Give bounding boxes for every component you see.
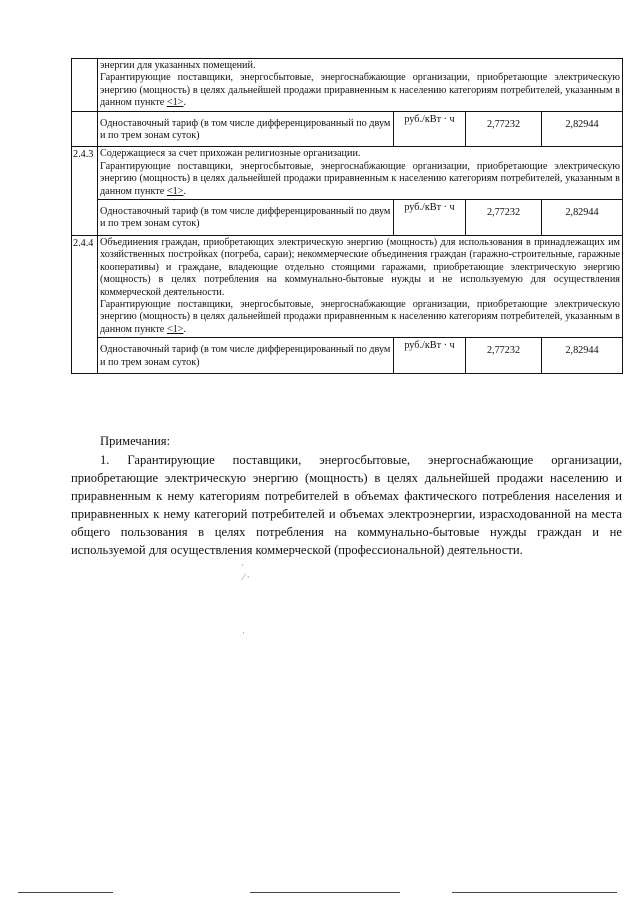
scan-mark: ·	[242, 628, 245, 638]
tariff-unit: руб./кВт · ч	[394, 111, 466, 147]
table-row-text	[72, 147, 623, 200]
row-heading: Объединения граждан, приобретающих электрическую энергию (мощность) для использования в принадлежащих им хозяйственных постройках (погреба, сараи); некоммерческие объединения граждан (гаражно-строительные, гаражные кооперативы) и граждане, владеющие отдельно стоящими гаражами, приобретающие электрическую энергию (мощность) в целях потребления на коммунально-бытовые нужды и не используемую для осуществления коммерческой деятельности.	[100, 236, 620, 298]
tariff-value-1: 2,77232	[466, 200, 542, 236]
scan-mark: ⁄ ·	[243, 572, 250, 582]
row-number-empty	[72, 111, 98, 147]
tariff-unit: руб./кВт · ч	[394, 200, 466, 236]
scan-mark: ·	[241, 560, 244, 570]
row-description	[98, 59, 623, 112]
scan-edge-line	[18, 892, 113, 893]
table-row-text	[72, 59, 623, 112]
table-row-text	[72, 235, 623, 337]
row-description	[98, 235, 623, 337]
tariff-value-2: 2,82944	[542, 111, 623, 147]
footnote-ref-link[interactable]: <1>	[166, 323, 184, 335]
note-item-1: 1. Гарантирующие поставщики, энергосбытовые, энергоснабжающие организации, приобретающие электрическую энергию (мощность) в целях дальнейшей продажи населению и приравненным к нему категориям потребителей в объемах фактического потребления населения и приравненных к нему категорий потребителей и объемах электроэнергии, израсходованной на места общего пользования в целях потребления на коммунально-бытовые нужды граждан и не используемой для осуществления коммерческой (профессиональной) деятельности.	[71, 453, 622, 557]
tariff-value-2: 2,82944	[542, 200, 623, 236]
tariff-label: Одноставочный тариф (в том числе дифференцированный по двум и по трем зонам суток)	[98, 111, 394, 147]
tariff-value-1: 2,77232	[466, 111, 542, 147]
row-number: 2.4.4	[72, 235, 98, 373]
row-description	[98, 147, 623, 200]
scan-edge-line	[250, 892, 400, 893]
table-row-tariff	[72, 338, 623, 374]
row-supplier-text: Гарантирующие поставщики, энергосбытовые, энергоснабжающие организации, приобретающие электрическую энергию (мощность) в целях дальнейшей продажи приравненным к населению категориям потребителей, указанным в данном пункте <1>.	[100, 72, 620, 109]
scan-edge-line	[452, 892, 617, 893]
tariff-label: Одноставочный тариф (в том числе дифференцированный по двум и по трем зонам суток)	[98, 200, 394, 236]
row-supplier-text: Гарантирующие поставщики, энергосбытовые, энергоснабжающие организации, приобретающие электрическую энергию (мощность) в целях дальнейшей продажи приравненным к населению категориям потребителей, указанным в данном пункте <1>.	[100, 298, 620, 335]
footnote-ref-link[interactable]: <1>	[166, 185, 184, 197]
notes-section	[71, 432, 622, 559]
row-heading: энергии для указанных помещений.	[100, 60, 256, 71]
tariff-table	[71, 58, 623, 374]
table-row-tariff	[72, 111, 623, 147]
tariff-value-1: 2,77232	[466, 338, 542, 374]
tariff-value-2: 2,82944	[542, 338, 623, 374]
row-heading: Содержащиеся за счет прихожан религиозные организации.	[100, 148, 361, 160]
row-number	[72, 59, 98, 112]
tariff-unit: руб./кВт · ч	[394, 338, 466, 374]
tariff-label: Одноставочный тариф (в том числе дифференцированный по двум и по трем зонам суток)	[98, 338, 394, 374]
table-row-tariff	[72, 200, 623, 236]
row-supplier-text: Гарантирующие поставщики, энергосбытовые, энергоснабжающие организации, приобретающие электрическую энергию (мощность) в целях дальнейшей продажи приравненным к населению категориям потребителей, указанным в данном пункте <1>.	[100, 160, 620, 197]
row-number: 2.4.3	[72, 147, 98, 235]
footnote-ref-link[interactable]: <1>	[166, 97, 184, 109]
notes-title: Примечания:	[100, 434, 171, 448]
